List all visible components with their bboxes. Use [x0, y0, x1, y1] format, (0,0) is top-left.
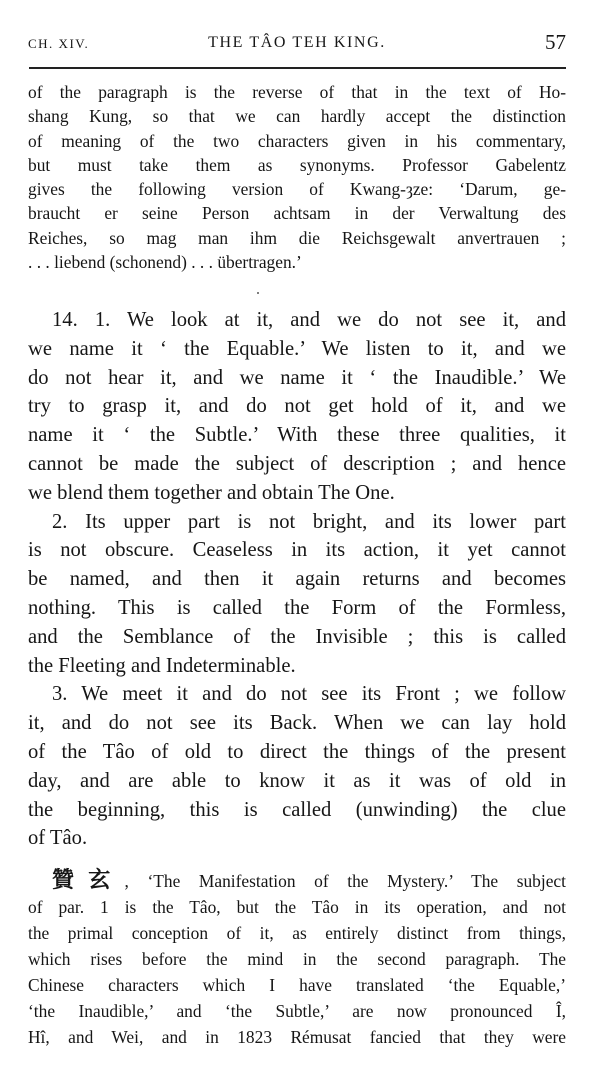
note-line: but must take them as synonyms. Professor Gabelentz	[28, 154, 566, 175]
page-number: 57	[545, 30, 566, 54]
stray-mark	[257, 292, 259, 294]
text-line: of Tâo.	[28, 827, 88, 850]
note-line: gives the following version of Kwang-ȝze: ‘Darum, ge-	[28, 179, 566, 200]
note-line	[28, 868, 566, 894]
text-line: name it ‘ the Subtle.’ With these three qualities, it	[28, 424, 566, 447]
chapter-label: CH. XIV.	[28, 36, 90, 51]
text-line: we blend them together and obtain The One.	[28, 481, 395, 504]
note-line: Reiches, so mag man ihm die Reichsgewalt anvertrauen ;	[28, 227, 566, 248]
text-line: try to grasp it, and do not get hold of it, and we	[28, 395, 566, 418]
note-line: ‘the Inaudible,’ and ‘the Subtle,’ are now pronounced Î,	[28, 1001, 566, 1021]
text-line: cannot be made the subject of description ; and hence	[28, 452, 566, 475]
note-line: of the paragraph is the reverse of that in the text of Ho-	[28, 82, 566, 102]
text-line: it, and do not see its Back. When we can lay hold	[28, 712, 566, 735]
text-line: 14. 1. We look at it, and we do not see it, and	[52, 309, 566, 331]
text-line: is not obscure. Ceaseless in its action, it yet cannot	[28, 539, 566, 562]
chapter-notes	[28, 868, 566, 1050]
text-line: be named, and then it again returns and becomes	[28, 568, 566, 591]
text-line: 3. We meet it and do not see its Front ; we follow	[52, 683, 566, 706]
text-line: of the Tâo of old to direct the things of the present	[28, 740, 566, 763]
chinese-chapter-title: 贊玄	[52, 868, 125, 893]
note-line: the primal conception of it, as entirely distinct from things,	[28, 923, 566, 943]
header-rule	[29, 67, 566, 69]
text-line: nothing. This is called the Form of the Formless,	[28, 596, 566, 619]
note-line: braucht er seine Person achtsam in der Verwaltung des	[28, 203, 566, 224]
note-line: of par. 1 is the Tâo, but the Tâo in its operation, and not	[28, 897, 566, 917]
note-line: Hî, and Wei, and in 1823 Rémusat fancied that they were	[28, 1027, 566, 1047]
note-line: of meaning of the two characters given in his commentary,	[28, 130, 566, 151]
running-head	[28, 30, 566, 56]
chapter-text	[28, 306, 566, 853]
footnote-continuation	[28, 80, 566, 274]
note-line: . . . liebend (schonend) . . . übertragen.’	[28, 252, 302, 273]
text-line: the beginning, this is called (unwinding) the clue	[28, 798, 566, 821]
note-line: shang Kung, so that we can hardly accept the distinction	[28, 106, 566, 127]
text-line: day, and are able to know it as it was of old in	[28, 769, 566, 792]
text-line: we name it ‘ the Equable.’ We listen to it, and we	[28, 337, 566, 360]
running-title: THE TÂO TEH KING.	[208, 34, 386, 51]
text-line: do not hear it, and we name it ‘ the Inaudible.’ We	[28, 366, 566, 389]
note-first-line-text: , ‘The Manifestation of the Mystery.’ The subject	[124, 871, 566, 891]
text-line: the Fleeting and Indeterminable.	[28, 654, 296, 677]
text-line: and the Semblance of the Invisible ; this is called	[28, 625, 566, 648]
note-line: Chinese characters which I have translated ‘the Equable,’	[28, 975, 566, 995]
text-line: 2. Its upper part is not bright, and its lower part	[52, 510, 566, 533]
note-line: which rises before the mind in the second paragraph. The	[28, 949, 566, 969]
